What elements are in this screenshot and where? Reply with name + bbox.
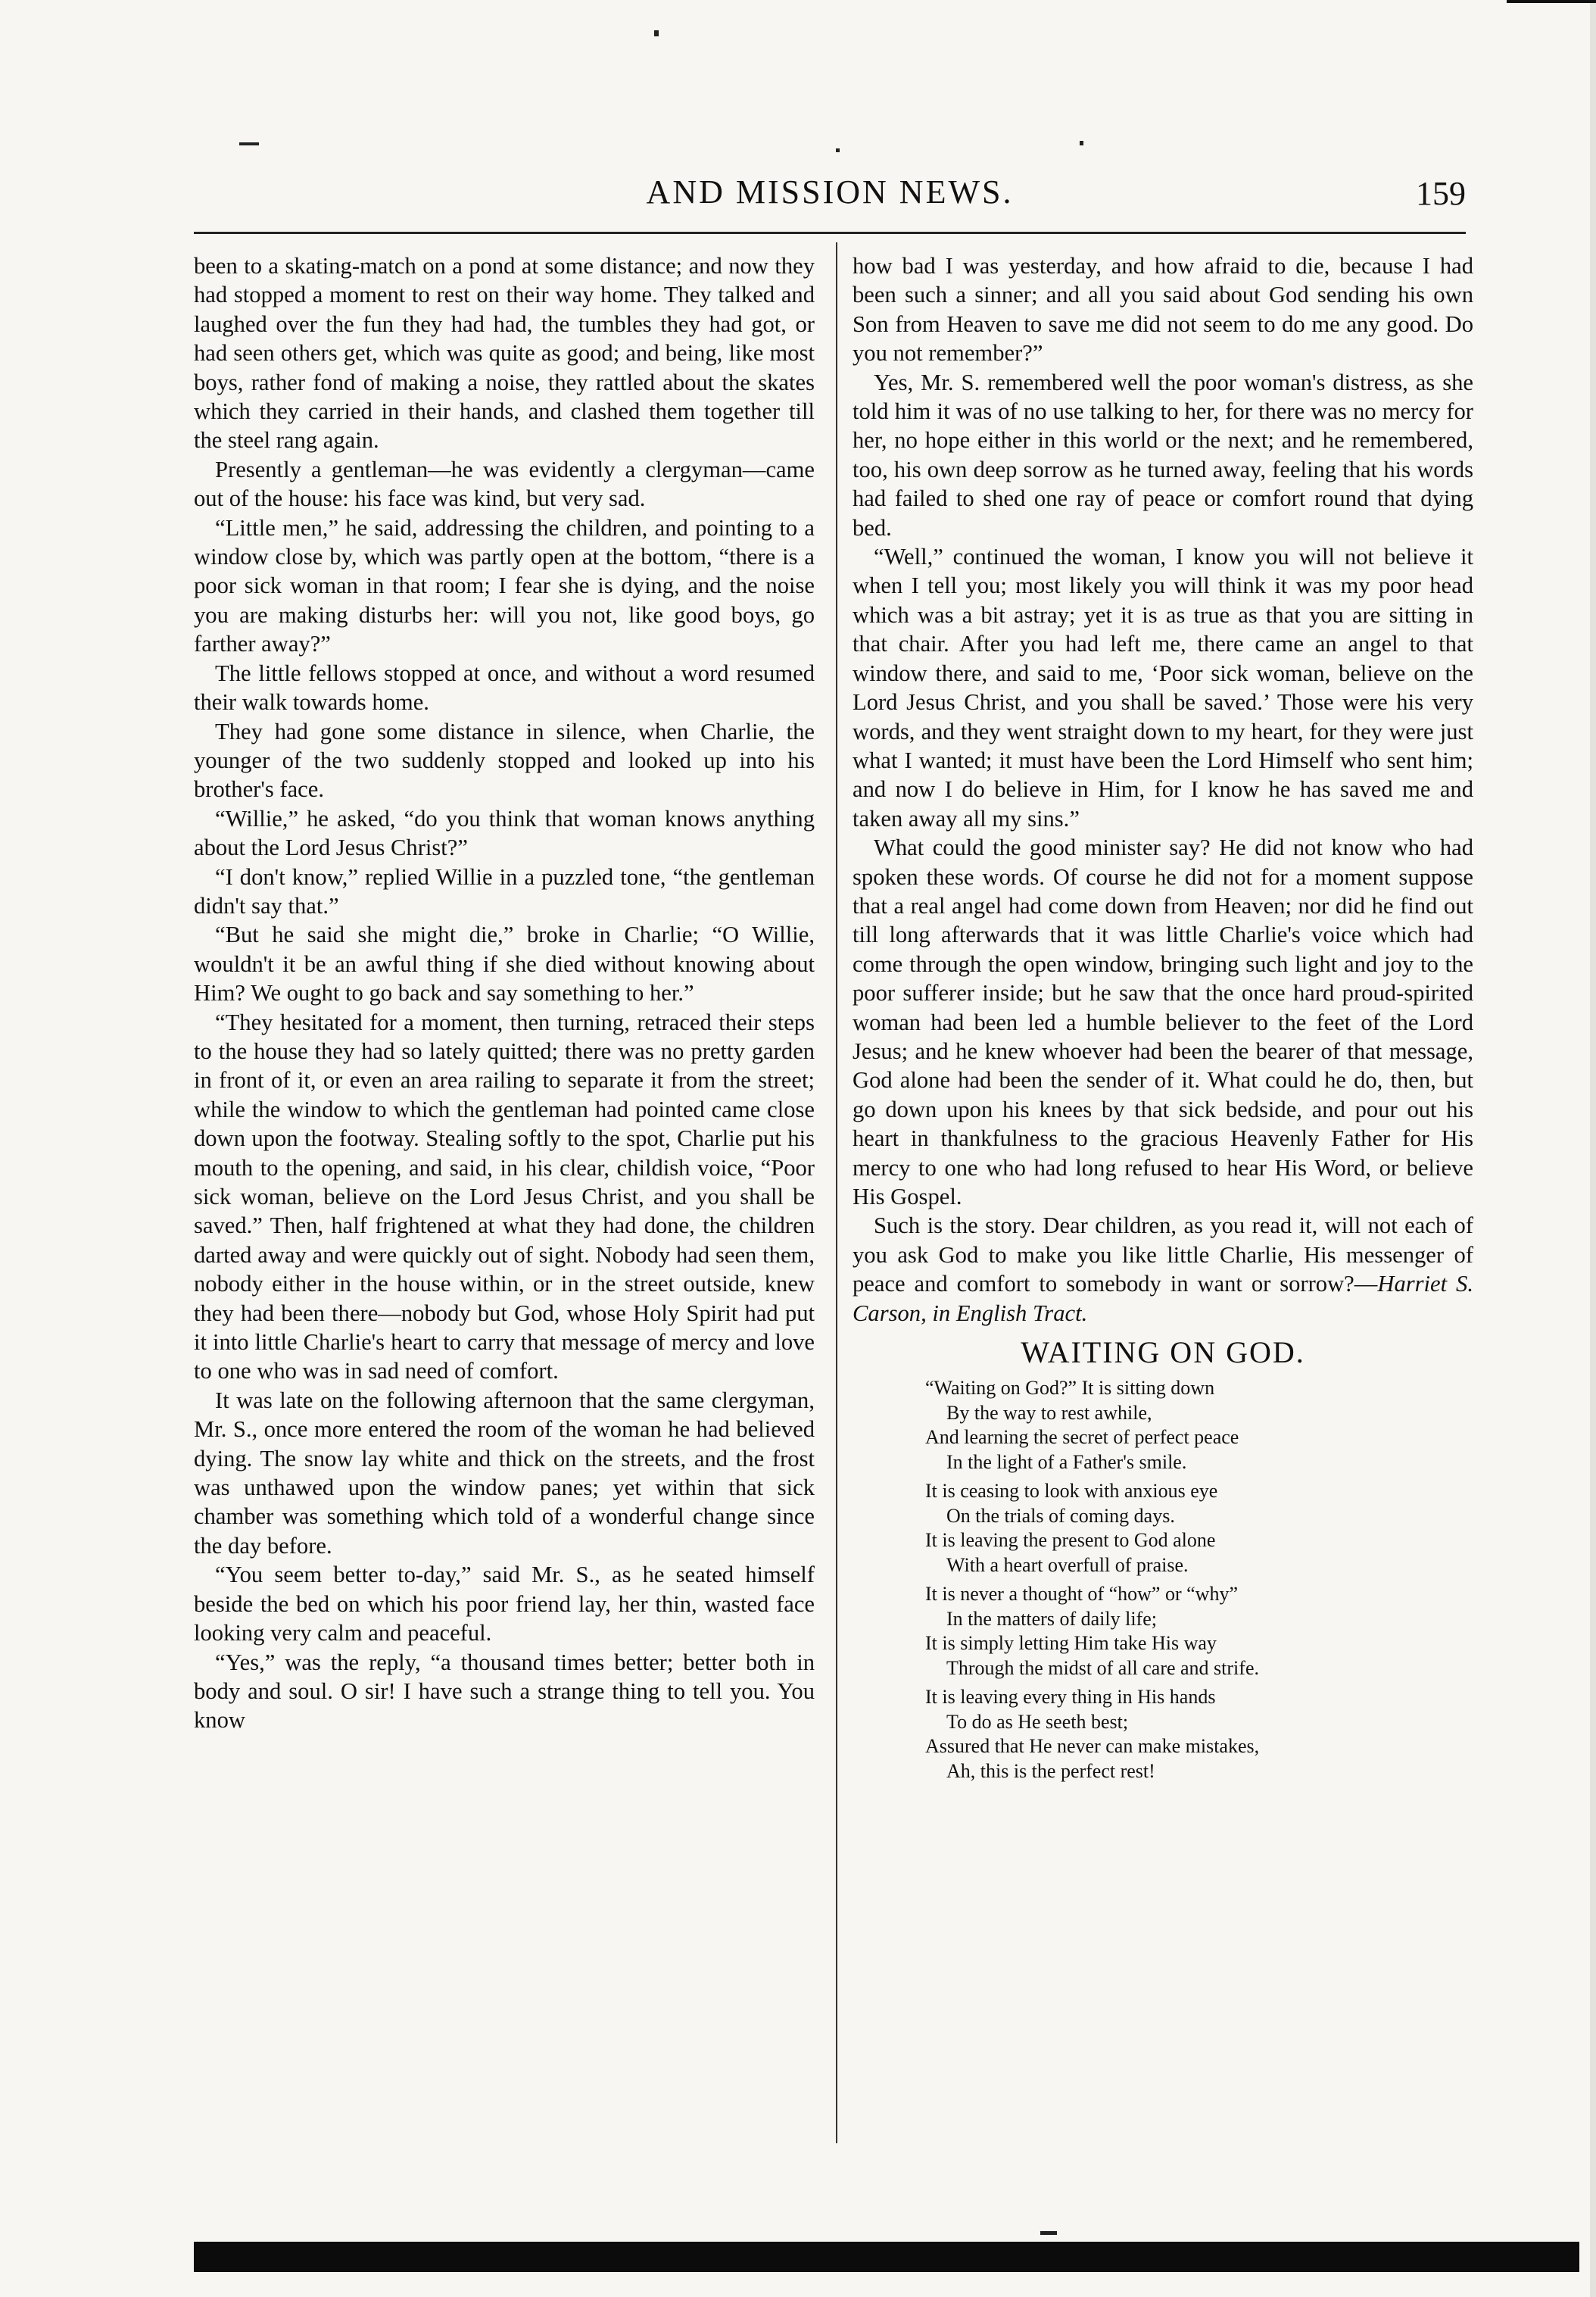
header-rule — [194, 232, 1466, 234]
paragraph: “But he said she might die,” broke in Charlie; “O Willie, wouldn't it be an awful thing if she died without knowing about Him? We ought to go back and say something to her.” — [194, 922, 815, 1006]
poem-line: Through the midst of all care and strife. — [946, 1656, 1259, 1679]
paragraph: “I don't know,” replied Willie in a puzzled tone, “the gentleman didn't say that.” — [194, 863, 815, 919]
paragraph: “They hesitated for a moment, then turning, retraced their steps to the house they had so lately quitted; there was no pretty garden in front of it, or even an area railing to separate it from the street; while the window to which the gentleman had pointed came close down upon the footway. Stealing softly to the spot, Charlie put his mouth to the opening, and said, in his clear, childish voice, “Poor sick woman, believe on the Lord Jesus Christ, and you shall be saved.” Then, half frightened at what they had done, the children darted away and were quickly out of sight. Nobody had seen them, nobody either in the house within, or in the street outside, knew they had been there—nobody but God, whose Holy Spirit had put it into little Charlie's heart to carry that message of mercy and love to one who was in sad need of comfort. — [194, 1009, 815, 1384]
closing-paragraph — [853, 1211, 1473, 1328]
paragraph: What could the good minister say? He did not know who had spoken these words. Of course he did not for a moment suppose that a real angel had come down from Heaven; nor did he find out till long afterwards that it was little Charlie's voice which had come through the open window, bringing such light and joy to the poor sufferer inside; but he saw that the once hard proud-spirited woman had been led a humble believer to the feet of the Lord Jesus; and he knew whoever had been the bearer of that message, God alone had been the sender of it. What could he do, then, but go down upon his knees by that sick bedside, and pour out his heart in thankfulness to the gracious Heavenly Father for His mercy to one who had long refused to hear His Word, or believe His Gospel. — [853, 835, 1473, 1209]
bottom-scan-bar — [194, 2242, 1579, 2272]
poem-line: And learning the secret of perfect peace — [925, 1426, 1239, 1449]
paragraph: been to a skating-match on a pond at some distance; and now they had stopped a moment to rest on their way home. They talked and laughed over the fun they had had, the tumbles they had got, or had seen others get, which was quite as good; and being, like most boys, rather fond of making a noise, they rattled about the skates which they carried in their hands, and clashed them together till the steel rang again. — [194, 253, 815, 454]
poem-line: In the light of a Father's smile. — [946, 1450, 1187, 1473]
attribution: Harriet S. Carson, in English Tract. — [853, 1271, 1473, 1326]
paragraph: “Yes,” was the reply, “a thousand times better; better both in body and soul. O sir! I have such a strange thing to tell you. You know — [194, 1649, 815, 1734]
closing-text: Such is the story. Dear children, as you read it, will not each of you ask God to make you like little Charlie, His messenger of peace and comfort to somebody in want or sorrow?— — [853, 1212, 1473, 1297]
ink-speck — [836, 148, 840, 152]
running-header — [194, 173, 1466, 226]
paragraph: “Little men,” he said, addressing the children, and pointing to a window close by, which was partly open at the bottom, “there is a poor sick woman in that room; I fear she is dying, and the noise you are making disturbs her: will you not, like good boys, go farther away?” — [194, 514, 815, 657]
paragraph: It was late on the following afternoon that the same clergyman, Mr. S., once more entered the room of the woman he had believed dying. The snow lay white and thick on the streets, and the frost was unthawed upon the window panes; yet within that sick chamber was something which told of a wonderful change since the day before. — [194, 1387, 815, 1559]
paragraph: how bad I was yesterday, and how afraid to die, because I had been such a sinner; and all you said about God sending his own Son from Heaven to save me did not seem to do me any good. Do you not remember?” — [853, 253, 1473, 367]
page-edge-shadow — [1590, 0, 1596, 2297]
poem-line: Ah, this is the perfect rest! — [946, 1759, 1155, 1782]
ink-speck — [654, 30, 659, 36]
ink-speck — [239, 142, 259, 145]
left-column — [194, 251, 815, 1735]
poem-line: It is leaving the present to God alone — [925, 1529, 1216, 1552]
poem-line: On the trials of coming days. — [946, 1504, 1175, 1527]
paragraph: Presently a gentleman—he was evidently a clergyman—came out of the house: his face was kind, but very sad. — [194, 456, 815, 512]
top-edge-mark — [1507, 0, 1596, 3]
poem-line: To do as He seeth best; — [946, 1710, 1129, 1733]
poem-line: It is never a thought of “how” or “why” — [925, 1583, 1238, 1606]
column-rule — [836, 242, 837, 2143]
poem-line: “Waiting on God?” It is sitting down — [925, 1377, 1215, 1400]
paragraph: The little fellows stopped at once, and without a word resumed their walk towards home. — [194, 660, 815, 716]
poem — [853, 1376, 1473, 1784]
paragraph: Yes, Mr. S. remembered well the poor woman's distress, as she told him it was of no use talking to her, for there was no mercy for her, no hope either in this world or the next; and he remembered, too, his own deep sorrow as he turned away, feeling that his words had failed to shed one ray of peace or comfort round that dying bed. — [853, 369, 1473, 541]
poem-line: With a heart overfull of praise. — [946, 1553, 1189, 1576]
running-title: AND MISSION NEWS. — [646, 173, 1014, 211]
poem-line: Assured that He never can make mistakes, — [925, 1735, 1260, 1758]
poem-title: WAITING ON GOD. — [1021, 1335, 1305, 1370]
ink-speck — [1080, 141, 1083, 145]
paragraph: “You seem better to-day,” said Mr. S., as he seated himself beside the bed on which his poor friend lay, her thin, wasted face looking very calm and peaceful. — [194, 1562, 815, 1646]
right-column — [853, 251, 1473, 1784]
ink-speck — [1040, 2231, 1057, 2235]
paragraph: They had gone some distance in silence, when Charlie, the younger of the two suddenly stopped and looked up into his brother's face. — [194, 718, 815, 803]
paragraph: “Willie,” he asked, “do you think that woman knows anything about the Lord Jesus Christ?” — [194, 805, 815, 861]
poem-line: It is ceasing to look with anxious eye — [925, 1480, 1218, 1503]
paragraph: “Well,” continued the woman, I know you will not believe it when I tell you; most likely you will think it was my poor head which was a bit astray; yet it is as true as that you are sitting in that chair. After you had left me, there came an angel to that window there, and said to me, ‘Poor sick woman, believe on the Lord Jesus Christ, and you shall be saved.’ Those were his very words, and they went straight down to my heart, for they were just what I wanted; it must have been the Lord Himself who sent him; and now I do believe in Him, for I know he has saved me and taken away all my sins.” — [853, 544, 1473, 832]
poem-line: It is leaving every thing in His hands — [925, 1686, 1216, 1709]
poem-line: It is simply letting Him take His way — [925, 1632, 1217, 1655]
poem-line: By the way to rest awhile, — [946, 1401, 1152, 1424]
poem-line: In the matters of daily life; — [946, 1607, 1157, 1630]
page-number: 159 — [1416, 175, 1466, 212]
